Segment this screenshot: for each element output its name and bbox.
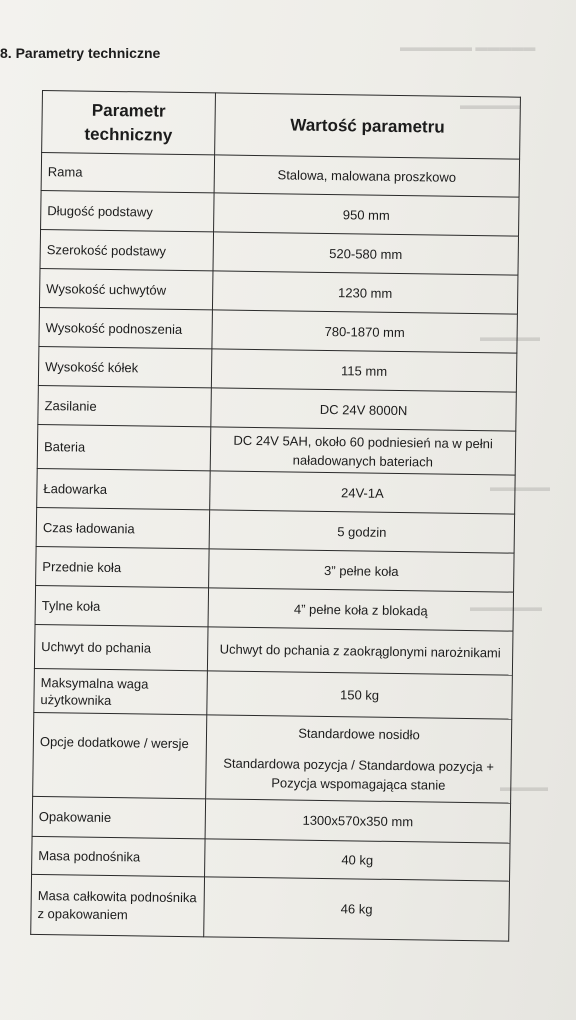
table-row: [40, 229, 518, 275]
header-parameter: Parametr techniczny: [42, 91, 216, 155]
row-param: Długość podstawy: [41, 190, 215, 231]
show-through-text: ▬▬▬▬▬: [460, 98, 520, 112]
row-value: 780-1870 mm: [212, 310, 518, 353]
table-row: [36, 546, 514, 592]
option-standard-sling: Standardowe nosidło: [298, 725, 420, 743]
table-row: [38, 346, 516, 392]
row-value: 115 mm: [211, 349, 517, 392]
table-row: [32, 796, 511, 843]
row-value: 1230 mm: [212, 271, 518, 314]
row-value: 46 kg: [204, 877, 510, 941]
row-value: DC 24V 8000N: [211, 388, 517, 431]
row-param: Zasilanie: [38, 385, 212, 426]
row-param: Opakowanie: [32, 796, 206, 838]
table-row: [41, 153, 519, 198]
table-row: [38, 385, 516, 431]
row-value: 520-580 mm: [213, 232, 519, 275]
row-param: Szerokość podstawy: [40, 229, 214, 270]
row-value: [206, 715, 512, 803]
technical-parameters-table: [30, 90, 521, 942]
table-row: [37, 424, 516, 475]
row-param: Wysokość uchwytów: [39, 268, 213, 309]
table-row: [39, 307, 517, 353]
table-row: [32, 836, 510, 881]
show-through-text: ▬▬▬▬▬▬: [470, 600, 542, 614]
table-row: [36, 507, 514, 553]
table-row: [31, 874, 510, 941]
row-param: Masa całkowita podnośnika z opakowaniem: [31, 874, 205, 936]
row-value: 950 mm: [214, 193, 520, 236]
option-positions: Standardowa pozycja / Standardowa pozycja + Pozycja wspomagająca stanie: [223, 755, 495, 793]
table-row: [35, 585, 513, 631]
table-row: [34, 668, 513, 719]
row-value: 3” pełne koła: [209, 549, 515, 592]
row-param: Czas ładowania: [36, 507, 210, 548]
table-row: [33, 712, 512, 803]
row-param: Wysokość kółek: [38, 346, 212, 387]
row-value: 40 kg: [205, 839, 511, 881]
table-row: [34, 624, 513, 675]
row-value: Stalowa, malowana proszkowo: [214, 155, 520, 197]
row-param: Tylne koła: [35, 585, 209, 626]
row-param: Wysokość podnoszenia: [39, 307, 213, 348]
row-param: Ładowarka: [37, 468, 211, 509]
row-param: Maksymalna waga użytkownika: [34, 668, 208, 714]
row-param: Rama: [41, 153, 215, 193]
table-row: [41, 190, 519, 236]
row-param: Przednie koła: [36, 546, 210, 587]
row-value: DC 24V 5AH, około 60 podniesień na w pełni naładowanych bateriach: [210, 427, 516, 475]
row-value: 5 godzin: [209, 510, 515, 553]
row-value: 24V-1A: [210, 471, 516, 514]
show-through-text: ▬▬▬▬▬ ▬▬▬▬▬▬: [400, 40, 536, 54]
table-row: [39, 268, 517, 314]
row-value: Uchwyt do pchania z zaokrąglonymi narożnikami: [207, 627, 513, 675]
row-param: Masa podnośnika: [32, 836, 206, 876]
row-param: Bateria: [37, 424, 211, 470]
table-row: [37, 468, 515, 514]
row-param: Uchwyt do pchania: [34, 624, 208, 670]
row-value: 4” pełne koła z blokadą: [208, 588, 514, 631]
section-title: 8. Parametry techniczne: [0, 45, 161, 61]
table-header-row: [42, 91, 521, 160]
show-through-text: ▬▬▬▬: [500, 780, 548, 794]
show-through-text: ▬▬▬▬▬: [490, 480, 550, 494]
row-param: Opcje dodatkowe / wersje: [33, 712, 207, 798]
header-value: Wartość parametru: [215, 93, 521, 159]
show-through-text: ▬▬▬▬▬: [480, 330, 540, 344]
row-value: 150 kg: [207, 671, 513, 719]
row-value: 1300x570x350 mm: [205, 799, 511, 843]
